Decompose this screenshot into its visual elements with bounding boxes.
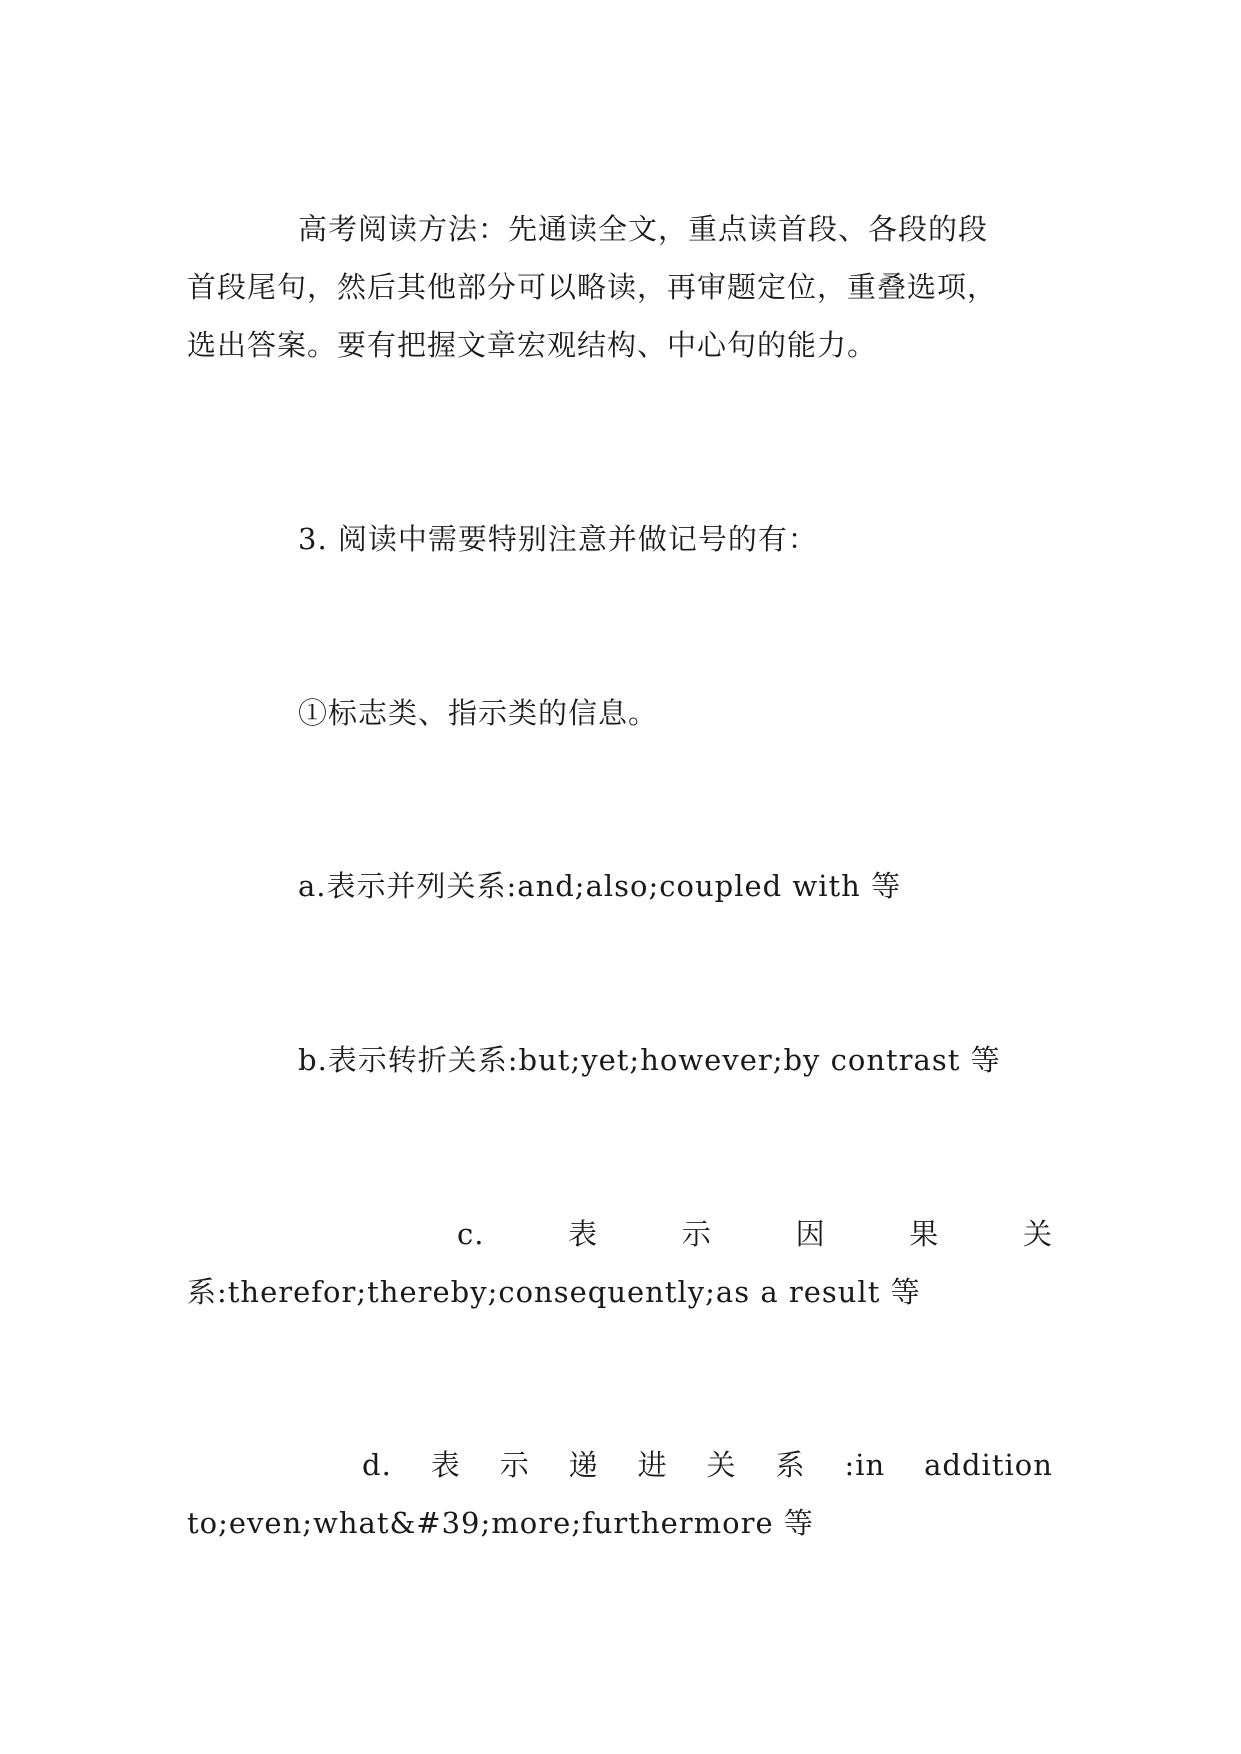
paragraph-line: 选出答案。要有把握文章宏观结构、中心句的能力。 [187,328,878,362]
text-token: addition [924,1448,1053,1482]
text-token: d. [362,1448,392,1482]
paragraph-reading-method [187,200,1053,374]
text-token: c. [457,1217,485,1251]
paragraph-item-d [187,1436,1053,1552]
paragraph-line: to;even;what&#39;more;furthermore 等 [187,1506,814,1540]
text-token: :in [844,1448,886,1482]
text-token: 表 [430,1448,461,1482]
text-token: 递 [568,1448,599,1482]
text-token: 系 [775,1448,806,1482]
paragraph-line-justified [187,1436,1053,1494]
text-token: 关 [1022,1217,1053,1251]
text-token: 进 [637,1448,668,1482]
paragraph-item-b: b.表示转折关系:but;yet;however;by contrast 等 [298,1043,1001,1077]
text-token: 示 [681,1217,712,1251]
paragraph-item-1: ①标志类、指示类的信息。 [298,696,659,730]
text-token: 表 [568,1217,599,1251]
text-token: 关 [706,1448,737,1482]
text-token: 因 [795,1217,826,1251]
paragraph-line-justified [187,1205,1053,1263]
paragraph-item-c [187,1205,1053,1321]
paragraph-section-heading: 3. 阅读中需要特别注意并做记号的有： [298,522,818,556]
paragraph-item-a: a.表示并列关系:and;also;coupled with 等 [298,869,902,903]
text-token: 示 [499,1448,530,1482]
paragraph-line: 首段尾句，然后其他部分可以略读，再审题定位，重叠选项， [187,270,998,304]
paragraph-line: 系:therefor;thereby;consequently;as a result 等 [187,1275,921,1309]
paragraph-line: 高考阅读方法：先通读全文，重点读首段、各段的段 [298,212,989,246]
text-token: 果 [909,1217,940,1251]
